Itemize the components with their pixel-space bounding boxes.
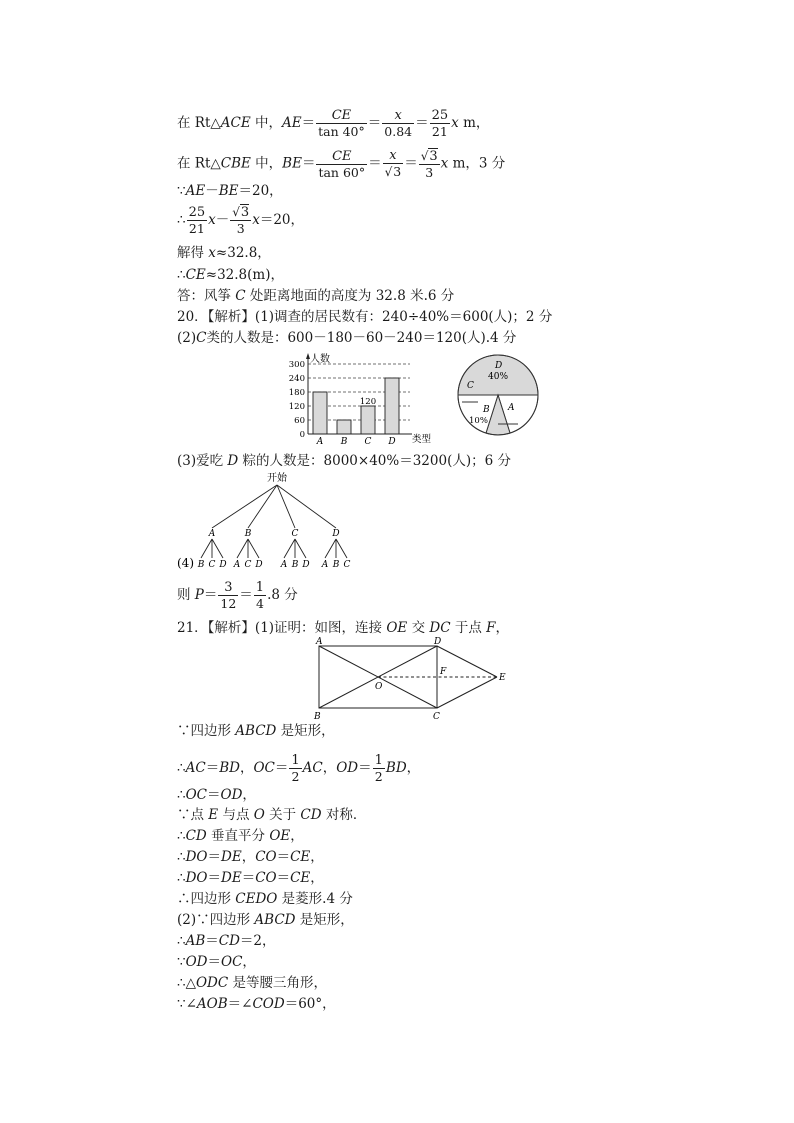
tree-diagram	[176, 471, 376, 575]
tree-root: 开始	[267, 473, 287, 484]
denominator: 2	[291, 769, 300, 784]
text: ∴	[177, 849, 186, 865]
text: ，	[241, 849, 256, 865]
var: CBE	[220, 155, 251, 172]
var: BE	[218, 183, 239, 199]
tree-node-level2: C	[244, 560, 252, 570]
tree-node-level1: C	[291, 529, 299, 539]
text: ∴	[177, 933, 186, 949]
var: AC	[302, 760, 323, 776]
var: CE	[290, 849, 311, 865]
fraction	[383, 148, 404, 180]
fraction	[218, 580, 238, 611]
text: 答：风筝	[177, 288, 236, 304]
text: ≈32.8，	[215, 245, 271, 261]
fraction	[254, 580, 266, 611]
tree-branch	[325, 539, 336, 558]
solution-line-16	[177, 806, 366, 824]
tree-branch	[295, 539, 306, 558]
text: 在 Rt△	[177, 155, 221, 172]
text: 是矩形，	[295, 912, 354, 928]
var: DO	[185, 870, 208, 886]
text: ＝∠	[227, 996, 253, 1012]
tree-node-level1: A	[208, 529, 216, 539]
y-tick-label: 120	[288, 402, 305, 412]
var: COD	[252, 996, 285, 1012]
y-tick-label: 300	[288, 360, 305, 370]
text: ∴	[177, 870, 186, 886]
var: DC	[429, 620, 451, 636]
text: 中，	[250, 115, 282, 131]
geometry-figure	[312, 636, 512, 724]
var: CD	[185, 828, 207, 844]
point-a-label: A	[316, 637, 323, 647]
text: 于点	[450, 620, 487, 636]
tree-node-level2: D	[255, 560, 263, 570]
numerator	[419, 149, 440, 165]
tree-node-level2: B	[291, 560, 299, 570]
text: (2)	[177, 330, 197, 346]
text: m，	[458, 115, 490, 131]
text: ∴△	[177, 975, 196, 991]
text: ＝2，	[239, 933, 276, 949]
text: 中，	[250, 155, 283, 172]
text: ，	[239, 760, 254, 776]
var: x	[208, 245, 216, 261]
text: ＝	[276, 849, 291, 865]
text: 与点	[218, 807, 254, 823]
point-f-label: F	[440, 667, 447, 677]
var: OE	[386, 620, 408, 636]
point-c-label: C	[433, 712, 440, 722]
numerator: x	[383, 148, 404, 164]
solution-line-10	[177, 452, 511, 470]
solution-line-15	[177, 786, 256, 804]
var: OD	[220, 787, 243, 803]
text: ＝	[205, 933, 219, 949]
text: ∵四边形	[177, 723, 236, 739]
text: ＝	[404, 155, 418, 172]
point-o-label: O	[375, 682, 383, 692]
text: ∴	[177, 267, 186, 283]
text: 粽的人数是：8000×40%＝3200(人)；6 分	[238, 453, 511, 469]
text: ∴	[177, 787, 186, 803]
text: ＝60°，	[284, 996, 336, 1012]
bar-chart	[282, 350, 432, 444]
text: －	[205, 183, 219, 199]
var: E	[208, 807, 219, 823]
fraction	[289, 753, 301, 784]
text: 解得	[177, 245, 209, 261]
text: ∵	[177, 954, 186, 970]
text: 关于	[264, 807, 301, 823]
text: ＝	[368, 155, 382, 172]
numerator: 25	[188, 205, 206, 220]
y-tick-label: 60	[294, 416, 305, 426]
radical-sign: √	[420, 148, 429, 163]
x-tick-label: A	[316, 437, 324, 444]
solution-line-12	[177, 619, 509, 637]
text: ，	[406, 760, 421, 776]
var: AC	[185, 760, 206, 776]
text: (2)∵四边形	[177, 912, 255, 928]
text: ，	[495, 620, 509, 636]
denominator	[383, 164, 404, 180]
tree-node-level2: A	[321, 560, 329, 570]
y-tick-label: 180	[288, 388, 305, 398]
text: ，	[322, 760, 337, 776]
var: BD	[385, 760, 407, 776]
numerator	[230, 205, 251, 221]
text: ＝	[239, 587, 253, 603]
var: DE	[221, 870, 242, 886]
text: ＝	[205, 760, 220, 776]
var: CD	[218, 933, 240, 949]
text: －	[215, 212, 230, 228]
tree-node-level2: D	[219, 560, 227, 570]
point-b-label: B	[314, 712, 321, 722]
var: CE	[290, 870, 311, 886]
numerator: 1	[291, 753, 300, 768]
text: 21．【解析】(1)证明：如图，连接	[177, 620, 387, 636]
text: ＝	[358, 760, 372, 776]
var: OC	[185, 787, 207, 803]
solution-line-21	[177, 911, 354, 929]
solution-line-4	[177, 205, 304, 236]
var: AE	[282, 115, 302, 131]
radical-sign: √	[232, 205, 240, 219]
text: 是菱形.4 分	[277, 891, 353, 907]
radicand: 3	[393, 164, 402, 179]
numerator: 1	[255, 580, 265, 595]
text: 对称．	[321, 807, 367, 823]
denominator: tan 40°	[318, 124, 365, 139]
bar-c	[361, 406, 375, 434]
var: x	[252, 212, 260, 228]
text: 是矩形，	[276, 723, 335, 739]
text: ∵∠	[177, 996, 197, 1012]
tree-node-level2: C	[343, 560, 351, 570]
text: ＝20，	[259, 212, 305, 228]
numerator: 25	[431, 108, 449, 123]
denominator: 4	[255, 596, 264, 611]
tree-node-level2: A	[280, 560, 288, 570]
bar-a	[313, 392, 327, 434]
solution-line-11	[177, 580, 298, 611]
solution-line-17	[177, 827, 304, 845]
segment-ce	[437, 677, 497, 708]
denominator: 21	[188, 221, 205, 236]
fraction	[316, 149, 367, 180]
tree-branch	[212, 485, 277, 528]
fraction	[187, 205, 208, 236]
y-tick-label: 0	[299, 430, 305, 440]
text: ，	[242, 787, 256, 803]
tree-branch	[248, 485, 277, 528]
pie-label-b: B	[483, 405, 490, 415]
text: ＝	[207, 870, 221, 886]
text: ∴	[177, 828, 186, 844]
solution-line-20	[177, 890, 353, 908]
radical-sign: √	[384, 165, 393, 179]
text: ＝	[207, 954, 221, 970]
text: .8 分	[267, 587, 298, 603]
text: ∵点	[177, 807, 209, 823]
var: F	[486, 620, 496, 636]
var: CO	[255, 849, 277, 865]
var: BD	[219, 760, 240, 776]
pie-pct-d: 40%	[488, 372, 509, 382]
denominator: 2	[374, 769, 383, 784]
numerator: 3	[218, 580, 238, 596]
var: AE	[185, 183, 206, 199]
fraction	[316, 108, 367, 139]
solution-line-22	[177, 932, 276, 950]
var: CD	[300, 807, 322, 823]
text: m，3 分	[448, 155, 506, 172]
solution-line-7	[177, 287, 454, 305]
denominator: 3	[236, 221, 245, 236]
tree-branch	[248, 539, 259, 558]
x-tick-label: B	[340, 437, 348, 444]
var: ACE	[220, 115, 251, 131]
solution-line-18	[177, 848, 324, 866]
bar-b	[337, 420, 351, 434]
text: (3)爱吃	[177, 453, 228, 469]
bar-d	[385, 378, 399, 434]
var: OE	[269, 828, 291, 844]
text: ＝	[274, 760, 289, 776]
text: ∵	[177, 183, 186, 199]
var: BE	[282, 155, 302, 172]
var: DO	[185, 849, 208, 865]
point-d-label: D	[434, 637, 442, 647]
text: ，	[310, 849, 324, 865]
text: 处距离地面的高度为 32.8 米.6 分	[245, 288, 455, 304]
var: CO	[255, 870, 277, 886]
text: ＝	[276, 870, 291, 886]
denominator: tan 60°	[318, 164, 366, 180]
var: ABCD	[254, 912, 296, 928]
x-tick-label: C	[364, 437, 372, 444]
text: 类的人数是：600－180－60－240＝120(人).4 分	[206, 330, 517, 346]
text: 垂直平分	[206, 828, 270, 844]
var: C	[235, 288, 246, 304]
var: x	[208, 212, 216, 228]
fraction	[230, 205, 251, 236]
solution-line-25	[177, 995, 336, 1013]
solution-line-8	[177, 308, 552, 326]
denominator: 12	[220, 596, 237, 611]
tree-node-level2: B	[332, 560, 340, 570]
text: ＝20，	[238, 183, 283, 199]
var: OC	[253, 760, 275, 776]
numerator: CE	[316, 149, 367, 165]
var: CE	[185, 267, 206, 283]
text: 在 Rt△	[177, 115, 221, 131]
tree-prefix: (4)	[177, 556, 194, 570]
solution-line-19	[177, 869, 324, 887]
fraction	[430, 108, 451, 139]
var: P	[194, 587, 204, 603]
data-label-c: 120	[359, 397, 377, 407]
text: ＝	[301, 155, 316, 172]
x-axis-label: 类型	[412, 434, 432, 444]
tree-node-level2: D	[302, 560, 310, 570]
tree-node-level1: D	[332, 529, 340, 539]
solution-line-13	[177, 722, 335, 740]
solution-line-5	[177, 244, 271, 262]
var: C	[196, 330, 207, 346]
var: OC	[221, 954, 243, 970]
denominator: 3	[425, 164, 434, 180]
pie-label-d: D	[495, 361, 503, 371]
text: ＝	[301, 115, 316, 131]
solution-line-1	[177, 108, 489, 139]
radicand: 3	[240, 205, 250, 220]
tree-node-level2: A	[233, 560, 241, 570]
text: ，	[242, 954, 256, 970]
text: 20．【解析】(1)调查的居民数有：240÷40%＝600(人)；2 分	[177, 309, 553, 325]
fraction	[382, 108, 414, 139]
text: ，	[310, 870, 324, 886]
solution-line-6	[177, 266, 284, 284]
numerator: CE	[316, 108, 367, 124]
var: ABCD	[235, 723, 277, 739]
text: ＝	[203, 587, 218, 603]
x-tick-label: D	[388, 437, 396, 444]
numerator: x	[382, 108, 414, 124]
var: O	[253, 807, 265, 823]
text: ＝	[207, 787, 221, 803]
text: ＝	[415, 115, 429, 131]
denominator: 0.84	[384, 124, 413, 139]
text: ∴	[177, 760, 186, 776]
var: x	[451, 115, 459, 131]
var: OD	[185, 954, 208, 970]
tree-branch	[284, 539, 295, 558]
tree-node-level2: B	[197, 560, 205, 570]
solution-line-9	[177, 329, 516, 347]
tree-node-level1: B	[244, 529, 252, 539]
pie-pct-b: 10%	[469, 416, 488, 426]
var: DE	[221, 849, 242, 865]
var: CEDO	[235, 891, 278, 907]
pie-label-a: A	[508, 403, 515, 413]
y-axis-label: 人数	[310, 354, 330, 365]
solution-line-23	[177, 953, 256, 971]
text: 交	[407, 620, 430, 636]
text: ＝	[367, 115, 382, 131]
var: ODC	[195, 975, 229, 991]
fraction	[373, 753, 385, 784]
text: ≈32.8(m)，	[205, 267, 284, 283]
text: ＝	[207, 849, 221, 865]
solution-line-2	[177, 148, 505, 180]
pie-label-c: C	[467, 381, 474, 391]
var: x	[440, 155, 449, 172]
radicand: 3	[429, 148, 438, 164]
text: 是等腰三角形，	[228, 975, 328, 991]
tree-branch	[336, 539, 347, 558]
point-e-label: E	[499, 673, 506, 683]
text: ＝	[241, 870, 256, 886]
y-tick-label: 240	[288, 374, 305, 384]
solution-line-3	[177, 182, 283, 200]
tree-node-level2: C	[208, 560, 216, 570]
text: ∴	[177, 212, 186, 228]
text: ，	[290, 828, 304, 844]
tree-branch	[212, 539, 223, 558]
var: OD	[336, 760, 359, 776]
text: ∴四边形	[177, 891, 236, 907]
tree-branch	[237, 539, 248, 558]
fraction	[419, 149, 440, 180]
denominator: 21	[431, 124, 448, 139]
var: D	[227, 453, 239, 469]
solution-line-24	[177, 974, 327, 992]
pie-chart	[456, 353, 540, 437]
var: AOB	[196, 996, 228, 1012]
var: AB	[185, 933, 206, 949]
solution-line-14	[177, 753, 420, 784]
tree-branch	[201, 539, 212, 558]
numerator: 1	[374, 753, 383, 768]
text: 则	[177, 587, 195, 603]
